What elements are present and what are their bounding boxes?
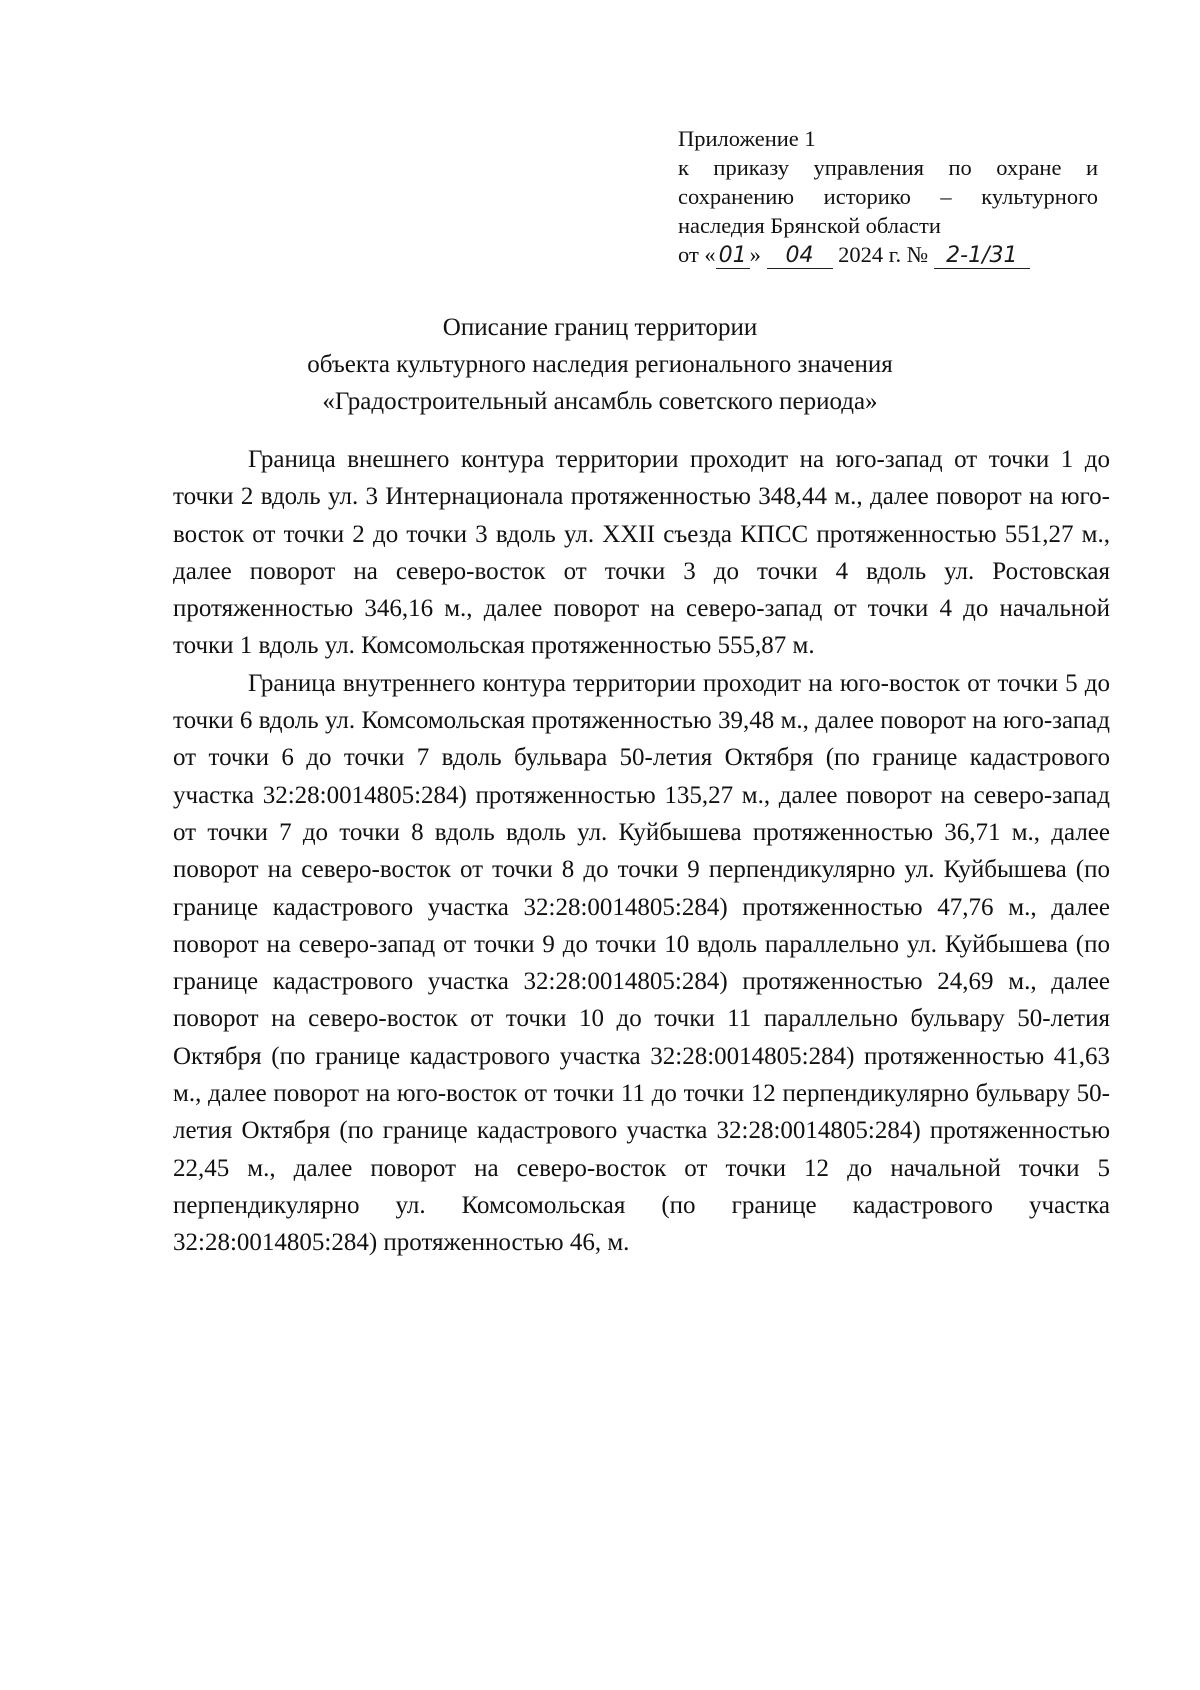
title-line-1: Описание границ территории xyxy=(442,314,758,341)
handwritten-order-number: 2-1/31 xyxy=(934,244,1030,269)
document-body xyxy=(173,441,1110,1262)
date-mid: » xyxy=(749,242,761,267)
appendix-header xyxy=(678,124,1098,269)
handwritten-day: 01 xyxy=(716,244,750,269)
title-line-3: «Градостроительный ансамбль советского периода» xyxy=(322,388,878,415)
title-line-2: объекта культурного наследия регионального значения xyxy=(307,351,893,378)
date-year: 2024 г. № xyxy=(838,242,929,267)
appendix-label: Приложение 1 xyxy=(678,126,816,151)
outer-contour-paragraph: Граница внешнего контура территории проходит на юго-запад от точки 1 до точки 2 вдоль ул. 3 Интернационала протяженностью 348,44 м., далее поворот на юго-восток от точки 2 до точки 3 вдоль ул. XXII съезда КПСС протяженностью 551,27 м., далее поворот на северо-восток от точки 3 до точки 4 вдоль ул. Ростовская протяженностью 346,16 м., далее поворот на северо-запад от точки 4 до начальной точки 1 вдоль ул. Комсомольская протяженностью 555,87 м. xyxy=(173,446,1110,660)
handwritten-month: 04 xyxy=(767,244,833,269)
document-title xyxy=(160,309,1040,420)
appendix-date-line xyxy=(678,240,1098,269)
date-prefix: от « xyxy=(678,242,716,267)
appendix-order-line: к приказу управления по охране и xyxy=(678,155,1098,180)
inner-contour-paragraph: Граница внутреннего контура территории проходит на юго-восток от точки 5 до точки 6 вдоль ул. Комсомольская протяженностью 39,48 м., далее поворот на юго-запад от точки 6 до точки 7 вдоль бульвара 50-летия Октября (по границе кадастрового участка 32:28:0014805:284) протяженностью 135,27 м., далее поворот на северо-запад от точки 7 до точки 8 вдоль вдоль ул. Куйбышева протяженностью 36,71 м., далее поворот на северо-восток от точки 8 до точки 9 перпендикулярно ул. Куйбышева (по границе кадастрового участка 32:28:0014805:284) протяженностью 47,76 м., далее поворот на северо-запад от точки 9 до точки 10 вдоль параллельно ул. Куйбышева (по границе кадастрового участка 32:28:0014805:284) протяженностью 24,69 м., далее поворот на северо-восток от точки 10 до точки 11 параллельно бульвару 50-летия Октября (по границе кадастрового участка 32:28:0014805:284) протяженностью 41,63 м., далее поворот на юго-восток от точки 11 до точки 12 перпендикулярно бульвару 50-летия Октября (по границе кадастрового участка 32:28:0014805:284) протяженностью 22,45 м., далее поворот на северо-восток от точки 12 до начальной точки 5 перпендикулярно ул. Комсомольская (по границе кадастрового участка 32:28:0014805:284) протяженностью 46, м. xyxy=(173,669,1110,1257)
appendix-region-line: наследия Брянской области xyxy=(678,213,941,238)
appendix-heritage-line: сохранению историко – культурного xyxy=(678,184,1098,209)
